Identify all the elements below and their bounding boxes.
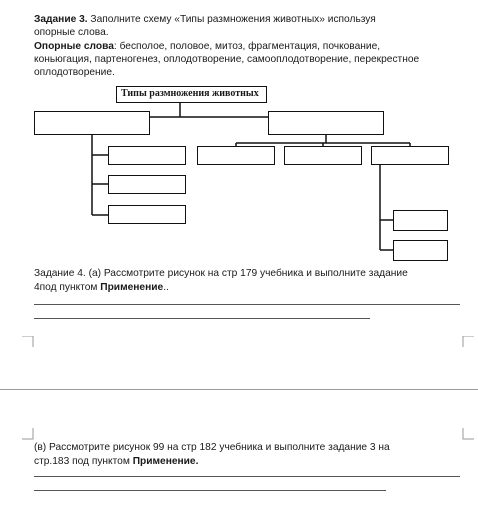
answer-line-1[interactable] <box>34 304 460 305</box>
answer-line-3[interactable] <box>34 476 460 477</box>
task3-line2: опорные слова. <box>34 27 109 38</box>
page-corner-top-right-icon <box>462 336 474 348</box>
task3-instruction: Заполните схему «Типы размножения животных» используя <box>87 14 376 25</box>
diagram-title: Типы размножения животных <box>116 86 267 103</box>
task4-line2-prefix: 4под пунктом <box>34 282 101 293</box>
answer-line-4[interactable] <box>34 490 386 491</box>
empty-box-asexual-or-sexual-left[interactable] <box>34 111 150 135</box>
page-break-line <box>0 389 478 390</box>
task4-line1: Задание 4. (а) Рассмотрите рисунок на стр 179 учебника и выполните задание <box>34 268 408 279</box>
task4b-line1: (в) Рассмотрите рисунок 99 на стр 182 учебника и выполните задание 3 на <box>34 442 390 453</box>
task4b-line2 <box>34 456 198 468</box>
keywords-line2: коньюгация, партеногенез, оплодотворение, самооплодотворение, перекрестное <box>34 54 420 65</box>
page-corner-bottom-right-icon <box>462 428 474 440</box>
empty-box-right-sub-1[interactable] <box>393 210 448 231</box>
page-corner-top-left-icon <box>22 336 34 348</box>
task4-line2 <box>34 282 169 294</box>
empty-box-left-2[interactable] <box>108 175 186 194</box>
task4b-line2-prefix: стр.183 под пунктом <box>34 456 133 467</box>
empty-box-right-3[interactable] <box>371 146 449 165</box>
empty-box-right-sub-2[interactable] <box>393 240 448 261</box>
task4b-applied-label: Применение. <box>132 456 199 467</box>
empty-box-left-3[interactable] <box>108 205 186 224</box>
empty-box-right-2[interactable] <box>284 146 362 165</box>
answer-line-2[interactable] <box>34 318 370 319</box>
page-corner-bottom-left-icon <box>22 428 34 440</box>
task4-line2-suffix: .. <box>163 282 169 293</box>
empty-box-asexual-or-sexual-right[interactable] <box>268 111 384 135</box>
keywords-line3: оплодотворение. <box>34 67 115 78</box>
empty-box-left-1[interactable] <box>108 146 186 165</box>
keywords-list-part1: : бесполое, половое, митоз, фрагментация, почкование, <box>113 41 381 52</box>
keywords-label: Опорные слова <box>34 41 114 52</box>
empty-box-right-1[interactable] <box>197 146 275 165</box>
task3-label: Задание 3. <box>34 14 88 25</box>
task4-applied-label: Применение <box>100 282 164 293</box>
